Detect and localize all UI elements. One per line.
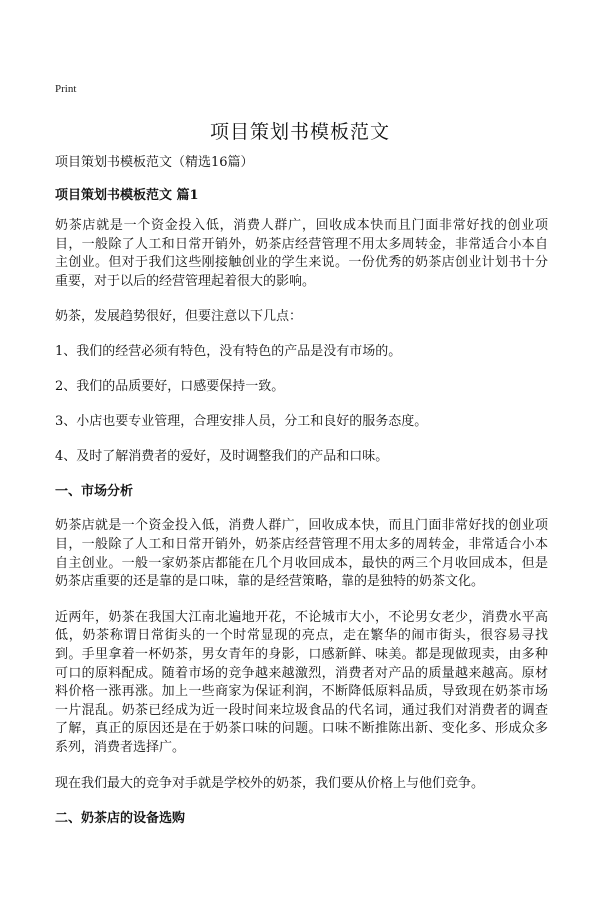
section-heading-market-analysis: 一、市场分析 [55, 484, 134, 500]
intro-paragraph: 奶茶店就是一个资金投入低，消费人群广，回收成本快而且门面非常好找的创业项目，一般除了人工和日常开销外，奶茶店经营管理不用太多周转金，非常适合小本自主创业。但对于我们这些刚接触创业的学生来说。一份优秀的奶茶店创业计划书十分重要，对于以后的经营管理起着很大的影响。 [55, 218, 548, 289]
lead-line: 奶茶，发展趋势很好，但要注意以下几点： [55, 309, 303, 325]
market-paragraph: 现在我们最大的竞争对手就是学校外的奶茶，我们要从价格上与他们竞争。 [55, 775, 485, 791]
document-body [55, 154, 548, 840]
point-item: 2、我们的品质要好，口感要保持一致。 [55, 379, 285, 395]
print-label: Print [55, 83, 77, 95]
market-paragraph: 近两年，奶茶在我国大江南北遍地开花，不论城市大小，不论男女老少，消费水平高低，奶茶称谓日常街头的一个时常显现的亮点，走在繁华的闹市街头，很容易寻找到。手里拿着一杯奶茶，男女青年的身影，口感新鲜、味美。都是现做现卖，由多种可口的原料配成。随着市场的竞争越来越激烈，消费者对产品的质量越来越高。原材料价格一涨再涨。加上一些商家为保证利润，不断降低原料品质，导致现在奶茶市场一片混乱。奶茶已经成为近一段时间来垃圾食品的代名词，通过我们对消费者的调查了解，真正的原因还是在于奶茶口味的问题。口味不断推陈出新、变化多、形成众多系列，消费者选择广。 [55, 609, 548, 755]
point-item: 4、及时了解消费者的爱好，及时调整我们的产品和口味。 [55, 449, 389, 465]
document-title: 项目策划书模板范文 [209, 121, 390, 143]
document-subtitle: 项目策划书模板范文（精选16篇） [55, 155, 254, 170]
point-item: 3、小店也要专业管理，合理安排人员，分工和良好的服务态度。 [55, 414, 428, 430]
article-heading: 项目策划书模板范文 篇1 [55, 188, 199, 203]
section-heading-equipment: 二、奶茶店的设备选购 [55, 811, 186, 827]
market-paragraph: 奶茶店就是一个资金投入低，消费人群广，回收成本快，而且门面非常好找的创业项目，一般除了人工和日常开销外，奶茶店经营管理不用太多的周转金，非常适合小本自主创业。一般一家奶茶店都能在几个月收回成本，最快的两三个月收回成本，但是奶茶店重要的还是靠的是口味，靠的是经营策略，靠的是独特的奶茶文化。 [55, 518, 548, 590]
point-item: 1、我们的经营必须有特色，没有特色的产品是没有市场的。 [55, 344, 402, 360]
